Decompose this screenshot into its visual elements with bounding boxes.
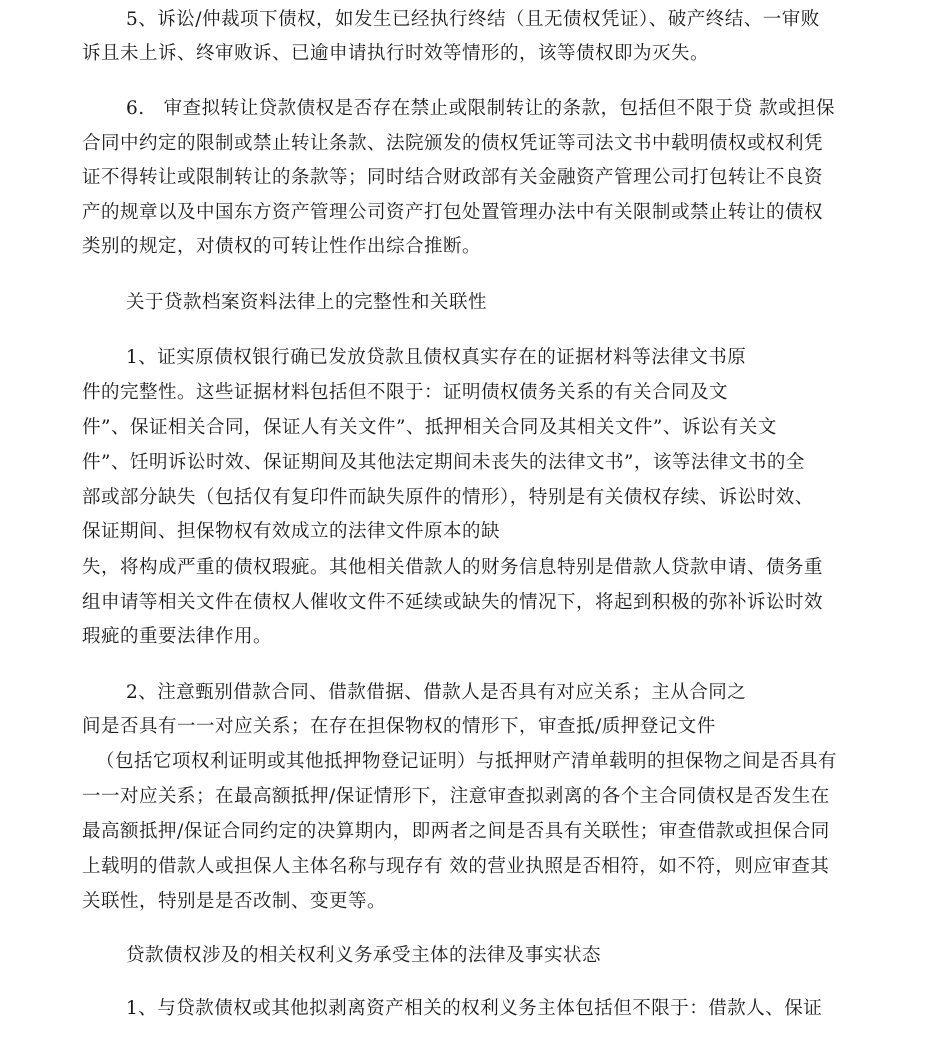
text-line: 2、注意甄别借款合同、借款借据、借款人是否具有对应关系；主从合同之 [126,682,747,703]
text-line: 失，将构成严重的债权瑕疵。其他相关借款人的财务信息特别是借款人贷款申请、债务重 [82,557,824,578]
text-line: 件的完整性。这些证据材料包括但不限于：证明债权债务关系的有关合同及文 [82,382,729,403]
section-heading-loan-file-integrity: 关于贷款档案资料法律上的完整性和关联性 [126,292,488,313]
text-line: 合同中约定的限制或禁止转让条款、法院颁发的债权凭证等司法文书中载明债权或权利凭 [82,133,824,154]
text-line: 最高额抵押/保证合同约定的决算期内，即两者之间是否具有关联性；审查借款或担保合同 [82,821,830,842]
text-line: 件”、饪明诉讼时效、保证期间及其他法定期间未丧失的法律文书”，该等法律文书的全 [82,452,805,473]
text-line: 6. 审查拟转让贷款债权是否存在禁止或限制转让的条款，包括但不限于贷 款或担保 [126,98,836,119]
text-line: 保证期间、担保物权有效成立的法律文件原本的缺 [82,521,501,542]
text-line: （包括它项权利证明或其他抵押物登记证明）与抵押财产清单载明的担保物之间是否具有 [96,751,838,772]
section-heading-legal-status-subjects: 贷款债权涉及的相关权利义务承受主体的法律及事实状态 [126,945,602,966]
text-line: 诉且未上诉、终审败诉、已逾申请执行时效等情形的，该等债权即为灭失。 [82,43,710,64]
text-line: 瑕疵的重要法律作用。 [82,626,273,647]
text-line: 关联性，特别是是否改制、变更等。 [82,891,387,912]
text-line: 类别的规定，对债权的可转让性作出综合推断。 [82,236,482,257]
text-line: 产的规章以及中国东方资产管理公司资产打包处置管理办法中有关限制或禁止转让的债权 [82,202,824,223]
text-line: 5、诉讼/仲裁项下债权，如发生已经执行终结（且无债权凭证）、破产终结、一审败 [126,9,820,30]
text-line: 1、证实原债权银行确已发放贷款且债权真实存在的证据材料等法律文书原 [126,347,747,368]
text-line: 上载明的借款人或担保人主体名称与现存有 效的营业执照是否相符，如不符，则应审查其 [82,856,830,877]
text-line: 1、与贷款债权或其他拟剥离资产相关的权利义务主体包括但不限于：借款人、保证 [126,998,823,1019]
text-line: 件”、保证相关合同，保证人有关文件”、抵押相关合同及其相关文件”、诉讼有关文 [82,417,777,438]
text-line: 间是否具有一一对应关系；在存在担保物权的情形下，审查抵/质押登记文件 [82,716,716,737]
text-line: 证不得转让或限制转让的条款等；同时结合财政部有关金融资产管理公司打包转让不良资 [82,167,824,188]
text-line: 一一对应关系；在最高额抵押/保证情形下，注意审查拟剥离的各个主合同债权是否发生在 [82,786,830,807]
text-line: 组申请等相关文件在债权人催收文件不延续或缺失的情况下，将起到积极的弥补诉讼时效 [82,592,824,613]
text-line: 部或部分缺失（包括仅有复印件而缺失原件的情形），特别是有关债权存续、诉讼时效、 [82,487,814,508]
